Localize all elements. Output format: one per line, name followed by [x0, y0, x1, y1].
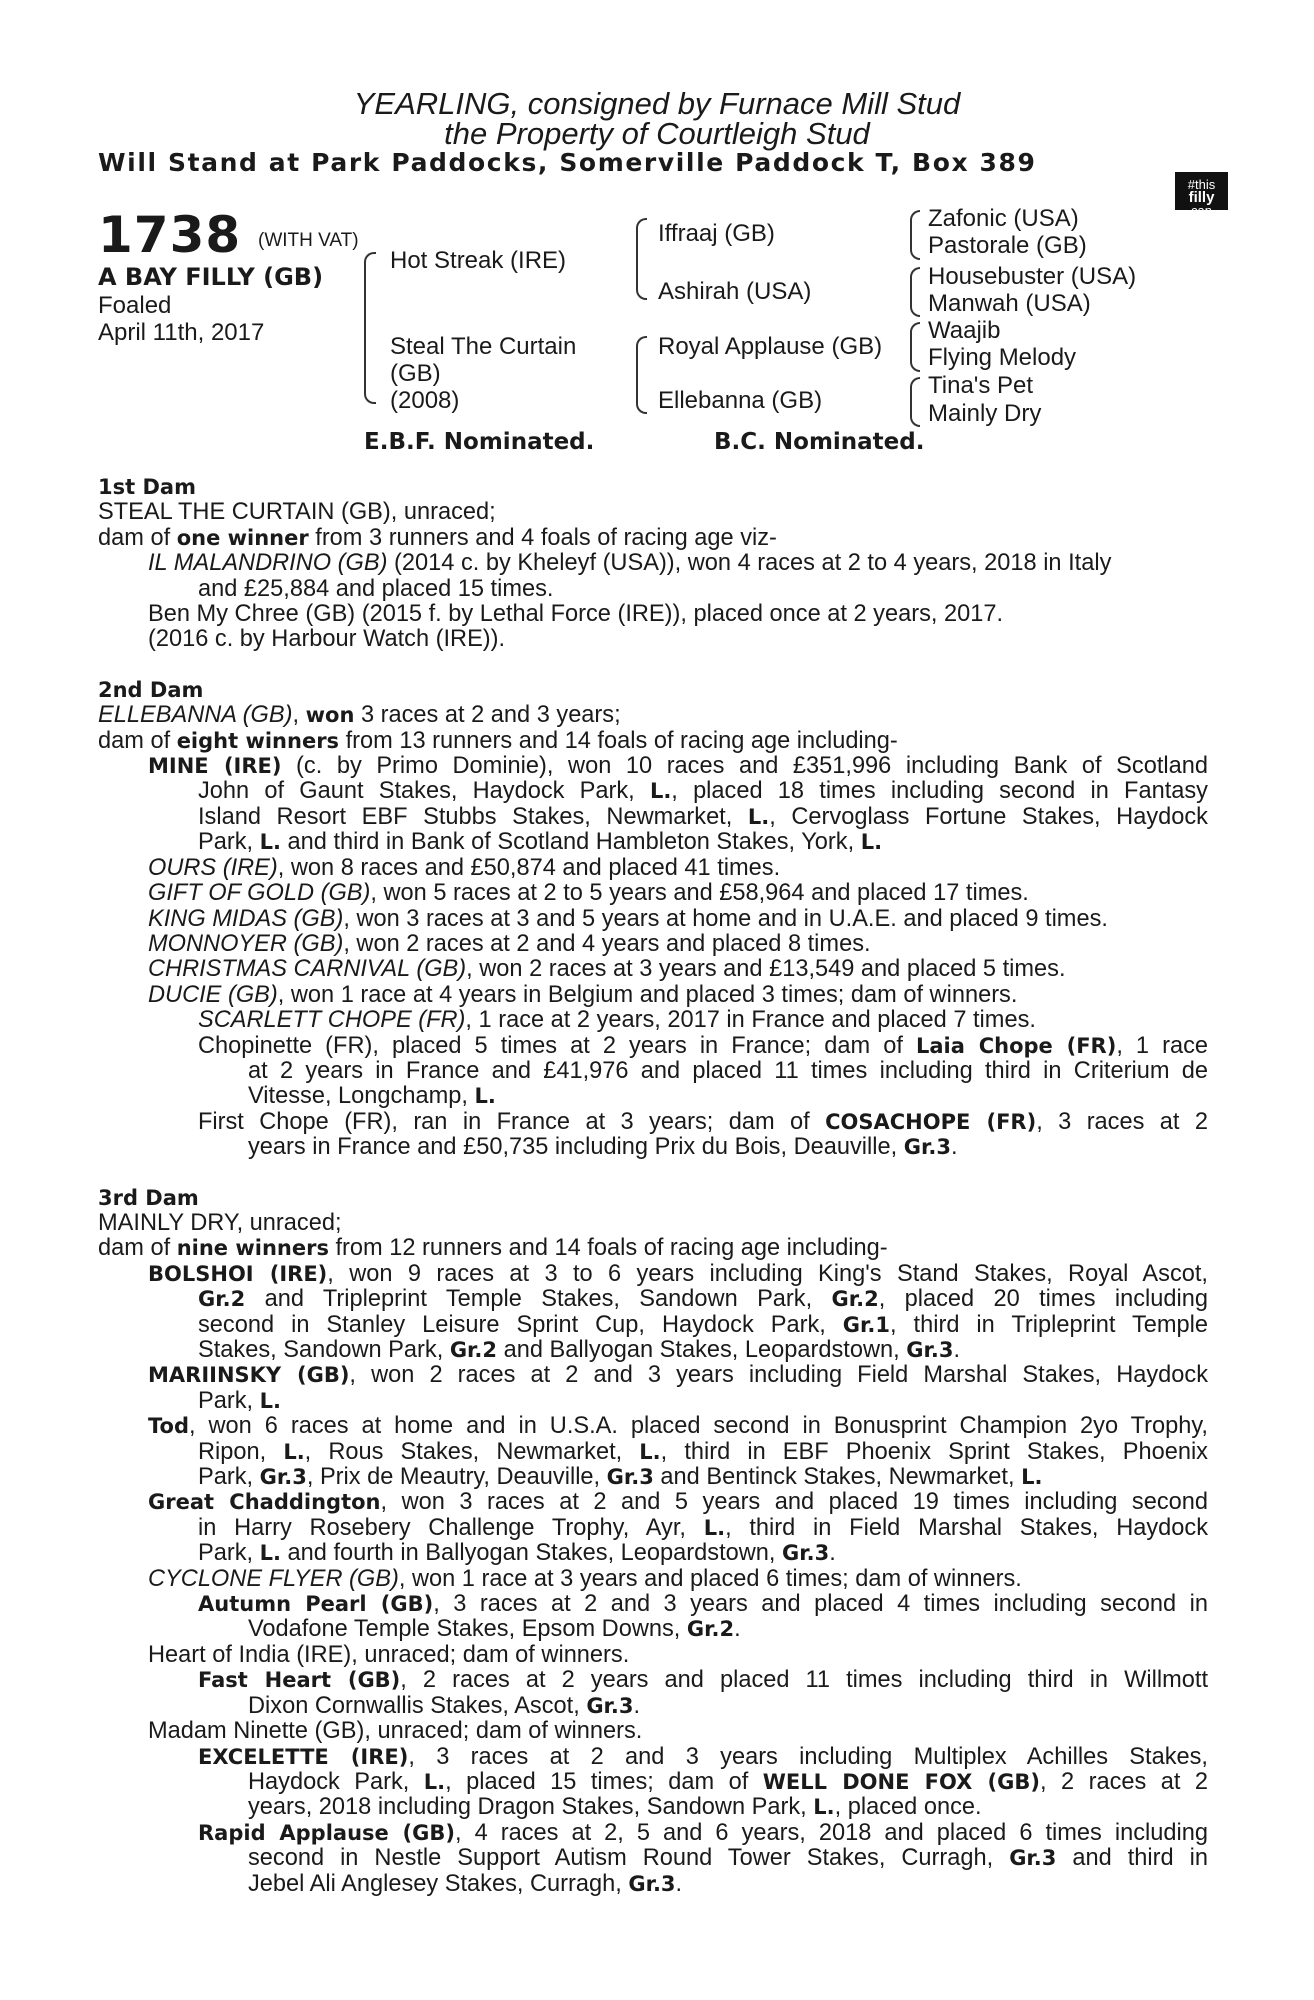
progeny-entry: IL MALANDRINO (GB) (2014 c. by Kheleyf (USA)), won 4 races at 2 to 4 years, 2018 in Italy	[148, 550, 1112, 577]
sire-dam-bracket	[364, 252, 376, 404]
progeny-entry: DUCIE (GB), won 1 race at 4 years in Belgium and placed 3 times; dam of winners.	[148, 981, 1018, 1008]
first-dam-line: STEAL THE CURTAIN (GB), unraced;	[98, 499, 496, 526]
pedigree-g3-3: Housebuster (USA)	[928, 263, 1137, 290]
first-dam-record: dam of one winner from 3 runners and 4 foals of racing age viz-	[98, 524, 777, 551]
third-dam-line: MAINLY DRY, unraced;	[98, 1209, 342, 1236]
progeny-entry-cont: second in Stanley Leisure Sprint Cup, Haydock Park, Gr.1, third in Tripleprint Temple	[198, 1311, 1209, 1338]
grand-progeny-entry-cont: years, 2018 including Dragon Stakes, Sandown Park, L., placed once.	[248, 1794, 982, 1821]
grand-progeny-entry: EXCELETTE (IRE), 3 races at 2 and 3 years including Multiplex Achilles Stakes,	[198, 1743, 1208, 1770]
pedigree-g3-5: Waajib	[928, 317, 1001, 344]
foaled-label: Foaled	[98, 292, 172, 319]
progeny-entry-bolshoi: BOLSHOI (IRE), won 9 races at 3 to 6 years including King's Stand Stakes, Royal Ascot,	[148, 1260, 1208, 1287]
second-dam-line: ELLEBANNA (GB), won 3 races at 2 and 3 years;	[98, 702, 621, 729]
progeny-entry: CYCLONE FLYER (GB), won 1 race at 3 years and placed 6 times; dam of winners.	[148, 1565, 1022, 1592]
progeny-entry: MONNOYER (GB), won 2 races at 2 and 4 years and placed 8 times.	[148, 930, 871, 957]
g3-bracket-4	[910, 377, 920, 427]
badge-line-2: filly	[1188, 189, 1215, 206]
progeny-entry-cont: Park, L. and fourth in Ballyogan Stakes, Leopardstown, Gr.3.	[198, 1540, 836, 1567]
third-dam-record: dam of nine winners from 12 runners and 14 foals of racing age including-	[98, 1235, 888, 1262]
grand-progeny-entry: First Chope (FR), ran in France at 3 years; dam of COSACHOPE (FR), 3 races at 2	[198, 1108, 1208, 1135]
first-dam-heading: 1st Dam	[98, 475, 196, 499]
ebf-nominated: E.B.F. Nominated.	[364, 429, 595, 455]
g3-bracket-3	[910, 322, 920, 372]
progeny-entry-mariinsky: MARIINSKY (GB), won 2 races at 2 and 3 years including Field Marshal Stakes, Haydock	[148, 1362, 1208, 1389]
progeny-entry: Heart of India (IRE), unraced; dam of winners.	[148, 1641, 630, 1668]
grand-progeny-entry-cont: years in France and £50,735 including Prix du Bois, Deauville, Gr.3.	[248, 1134, 958, 1161]
lot-number: 1738	[98, 206, 242, 264]
vat-label: (WITH VAT)	[258, 230, 359, 251]
grand-progeny-entry-cont: Jebel Ali Anglesey Stakes, Curragh, Gr.3.	[248, 1870, 683, 1897]
progeny-entry-mine-cont: Park, L. and third in Bank of Scotland Hambleton Stakes, York, L.	[198, 829, 883, 856]
foaled-date: April 11th, 2017	[98, 319, 265, 346]
progeny-entry-mine-cont: John of Gaunt Stakes, Haydock Park, L., placed 18 times including second in Fantasy	[198, 778, 1208, 805]
consignor-line: YEARLING, consigned by Furnace Mill Stud	[353, 86, 961, 121]
progeny-entry-cont: Gr.2 and Tripleprint Temple Stakes, Sandown Park, Gr.2, placed 20 times including	[198, 1286, 1208, 1313]
pedigree-g3-2: Pastorale (GB)	[928, 232, 1087, 259]
pedigree-g3-6: Flying Melody	[928, 344, 1077, 371]
pedigree-dam-year: (2008)	[390, 387, 460, 414]
pedigree-g3-1: Zafonic (USA)	[928, 205, 1079, 232]
pedigree-g3-4: Manwah (USA)	[928, 290, 1091, 317]
progeny-entry: Madam Ninette (GB), unraced; dam of winners.	[148, 1718, 643, 1745]
progeny-entry-great-chaddington: Great Chaddington, won 3 races at 2 and 5 years and placed 19 times including second	[148, 1489, 1208, 1516]
pedigree-sire-dam: Ashirah (USA)	[658, 278, 812, 305]
pedigree-g3-7: Tina's Pet	[928, 372, 1034, 399]
grand-progeny-entry: Autumn Pearl (GB), 3 races at 2 and 3 years and placed 4 times including second in	[198, 1591, 1208, 1618]
progeny-entry-cont: Park, Gr.3, Prix de Meautry, Deauville, Gr.3 and Bentinck Stakes, Newmarket, L.	[198, 1464, 1043, 1491]
property-line: the Property of Courtleigh Stud	[444, 116, 870, 151]
pedigree-sire-sire: Iffraaj (GB)	[658, 220, 775, 247]
progeny-entry-cont: in Harry Rosebery Challenge Trophy, Ayr, L., third in Field Marshal Stakes, Haydock	[198, 1514, 1208, 1541]
grand-progeny-entry-cont: Vodafone Temple Stakes, Epsom Downs, Gr.2.	[248, 1616, 741, 1643]
grand-progeny-entry-cont: Dixon Cornwallis Stakes, Ascot, Gr.3.	[248, 1692, 641, 1719]
this-filly-can-badge	[1175, 172, 1228, 218]
progeny-entry-mine: MINE (IRE) (c. by Primo Dominie), won 10 races and £351,996 including Bank of Scotland	[148, 753, 1208, 780]
progeny-entry-cont: and £25,884 and placed 15 times.	[198, 575, 554, 602]
grand-progeny-entry: Rapid Applause (GB), 4 races at 2, 5 and 6 years, 2018 and placed 6 times including	[198, 1819, 1208, 1846]
grand-progeny-entry: SCARLETT CHOPE (FR), 1 race at 2 years, 2017 in France and placed 7 times.	[198, 1007, 1036, 1034]
second-dam-heading: 2nd Dam	[98, 677, 204, 702]
progeny-entry: Ben My Chree (GB) (2015 f. by Lethal Force (IRE)), placed once at 2 years, 2017.	[148, 601, 1004, 628]
progeny-entry-cont: Park, L.	[198, 1387, 281, 1414]
progeny-entry: CHRISTMAS CARNIVAL (GB), won 2 races at 3 years and £13,549 and placed 5 times.	[148, 956, 1066, 983]
grand-progeny-entry-cont: at 2 years in France and £41,976 and placed 11 times including third in Criterium de	[248, 1057, 1208, 1084]
grand-progeny-entry: Fast Heart (GB), 2 races at 2 years and placed 11 times including third in Willmott	[198, 1667, 1208, 1694]
grand-progeny-entry-cont: Haydock Park, L., placed 15 times; dam of WELL DONE FOX (GB), 2 races at 2	[248, 1768, 1209, 1795]
grand-progeny-entry: Chopinette (FR), placed 5 times at 2 years in France; dam of Laia Chope (FR), 1 race	[198, 1032, 1209, 1059]
progeny-entry-mine-cont: Island Resort EBF Stubbs Stakes, Newmarket, L., Cervoglass Fortune Stakes, Haydock	[198, 803, 1208, 830]
pedigree-dam-dam: Ellebanna (GB)	[658, 387, 823, 414]
badge-line-1: #this	[1187, 177, 1216, 192]
progeny-entry-cont: Stakes, Sandown Park, Gr.2 and Ballyogan Stakes, Leopardstown, Gr.3.	[198, 1337, 961, 1363]
bc-nominated: B.C. Nominated.	[714, 429, 925, 455]
pedigree-dam: Steal The Curtain	[390, 333, 577, 360]
second-dam-record: dam of eight winners from 13 runners and 14 foals of racing age including-	[98, 727, 898, 754]
sire-line-bracket	[636, 218, 647, 300]
g3-bracket-1	[910, 210, 920, 260]
dam-line-bracket	[636, 336, 647, 414]
grand-progeny-entry-cont: second in Nestle Support Autism Round Tower Stakes, Curragh, Gr.3 and third in	[248, 1845, 1208, 1872]
catalogue-body	[98, 475, 1208, 1897]
progeny-entry: OURS (IRE), won 8 races and £50,874 and placed 41 times.	[148, 854, 781, 881]
pedigree-g3-8: Mainly Dry	[928, 400, 1042, 427]
grand-progeny-entry-cont: Vitesse, Longchamp, L.	[248, 1083, 496, 1110]
stand-location: Will Stand at Park Paddocks, Somerville Paddock T, Box 389	[98, 148, 1037, 177]
progeny-entry: GIFT OF GOLD (GB), won 5 races at 2 to 5 years and £58,964 and placed 17 times.	[148, 880, 1029, 907]
pedigree-dam-country: (GB)	[390, 360, 441, 387]
pedigree-dam-sire: Royal Applause (GB)	[658, 333, 883, 360]
progeny-entry: KING MIDAS (GB), won 3 races at 3 and 5 years at home and in U.A.E. and placed 9 times.	[148, 905, 1108, 932]
pedigree-sire: Hot Streak (IRE)	[390, 247, 567, 274]
horse-description: A BAY FILLY (GB)	[98, 263, 324, 291]
badge-line-3: can	[1191, 203, 1212, 218]
third-dam-heading: 3rd Dam	[98, 1185, 199, 1210]
progeny-entry: (2016 c. by Harbour Watch (IRE)).	[148, 626, 506, 653]
progeny-entry-cont: Ripon, L., Rous Stakes, Newmarket, L., third in EBF Phoenix Sprint Stakes, Phoenix	[198, 1438, 1208, 1465]
g3-bracket-2	[910, 267, 920, 317]
progeny-entry-tod: Tod, won 6 races at home and in U.S.A. placed second in Bonusprint Champion 2yo Trophy,	[148, 1413, 1208, 1440]
